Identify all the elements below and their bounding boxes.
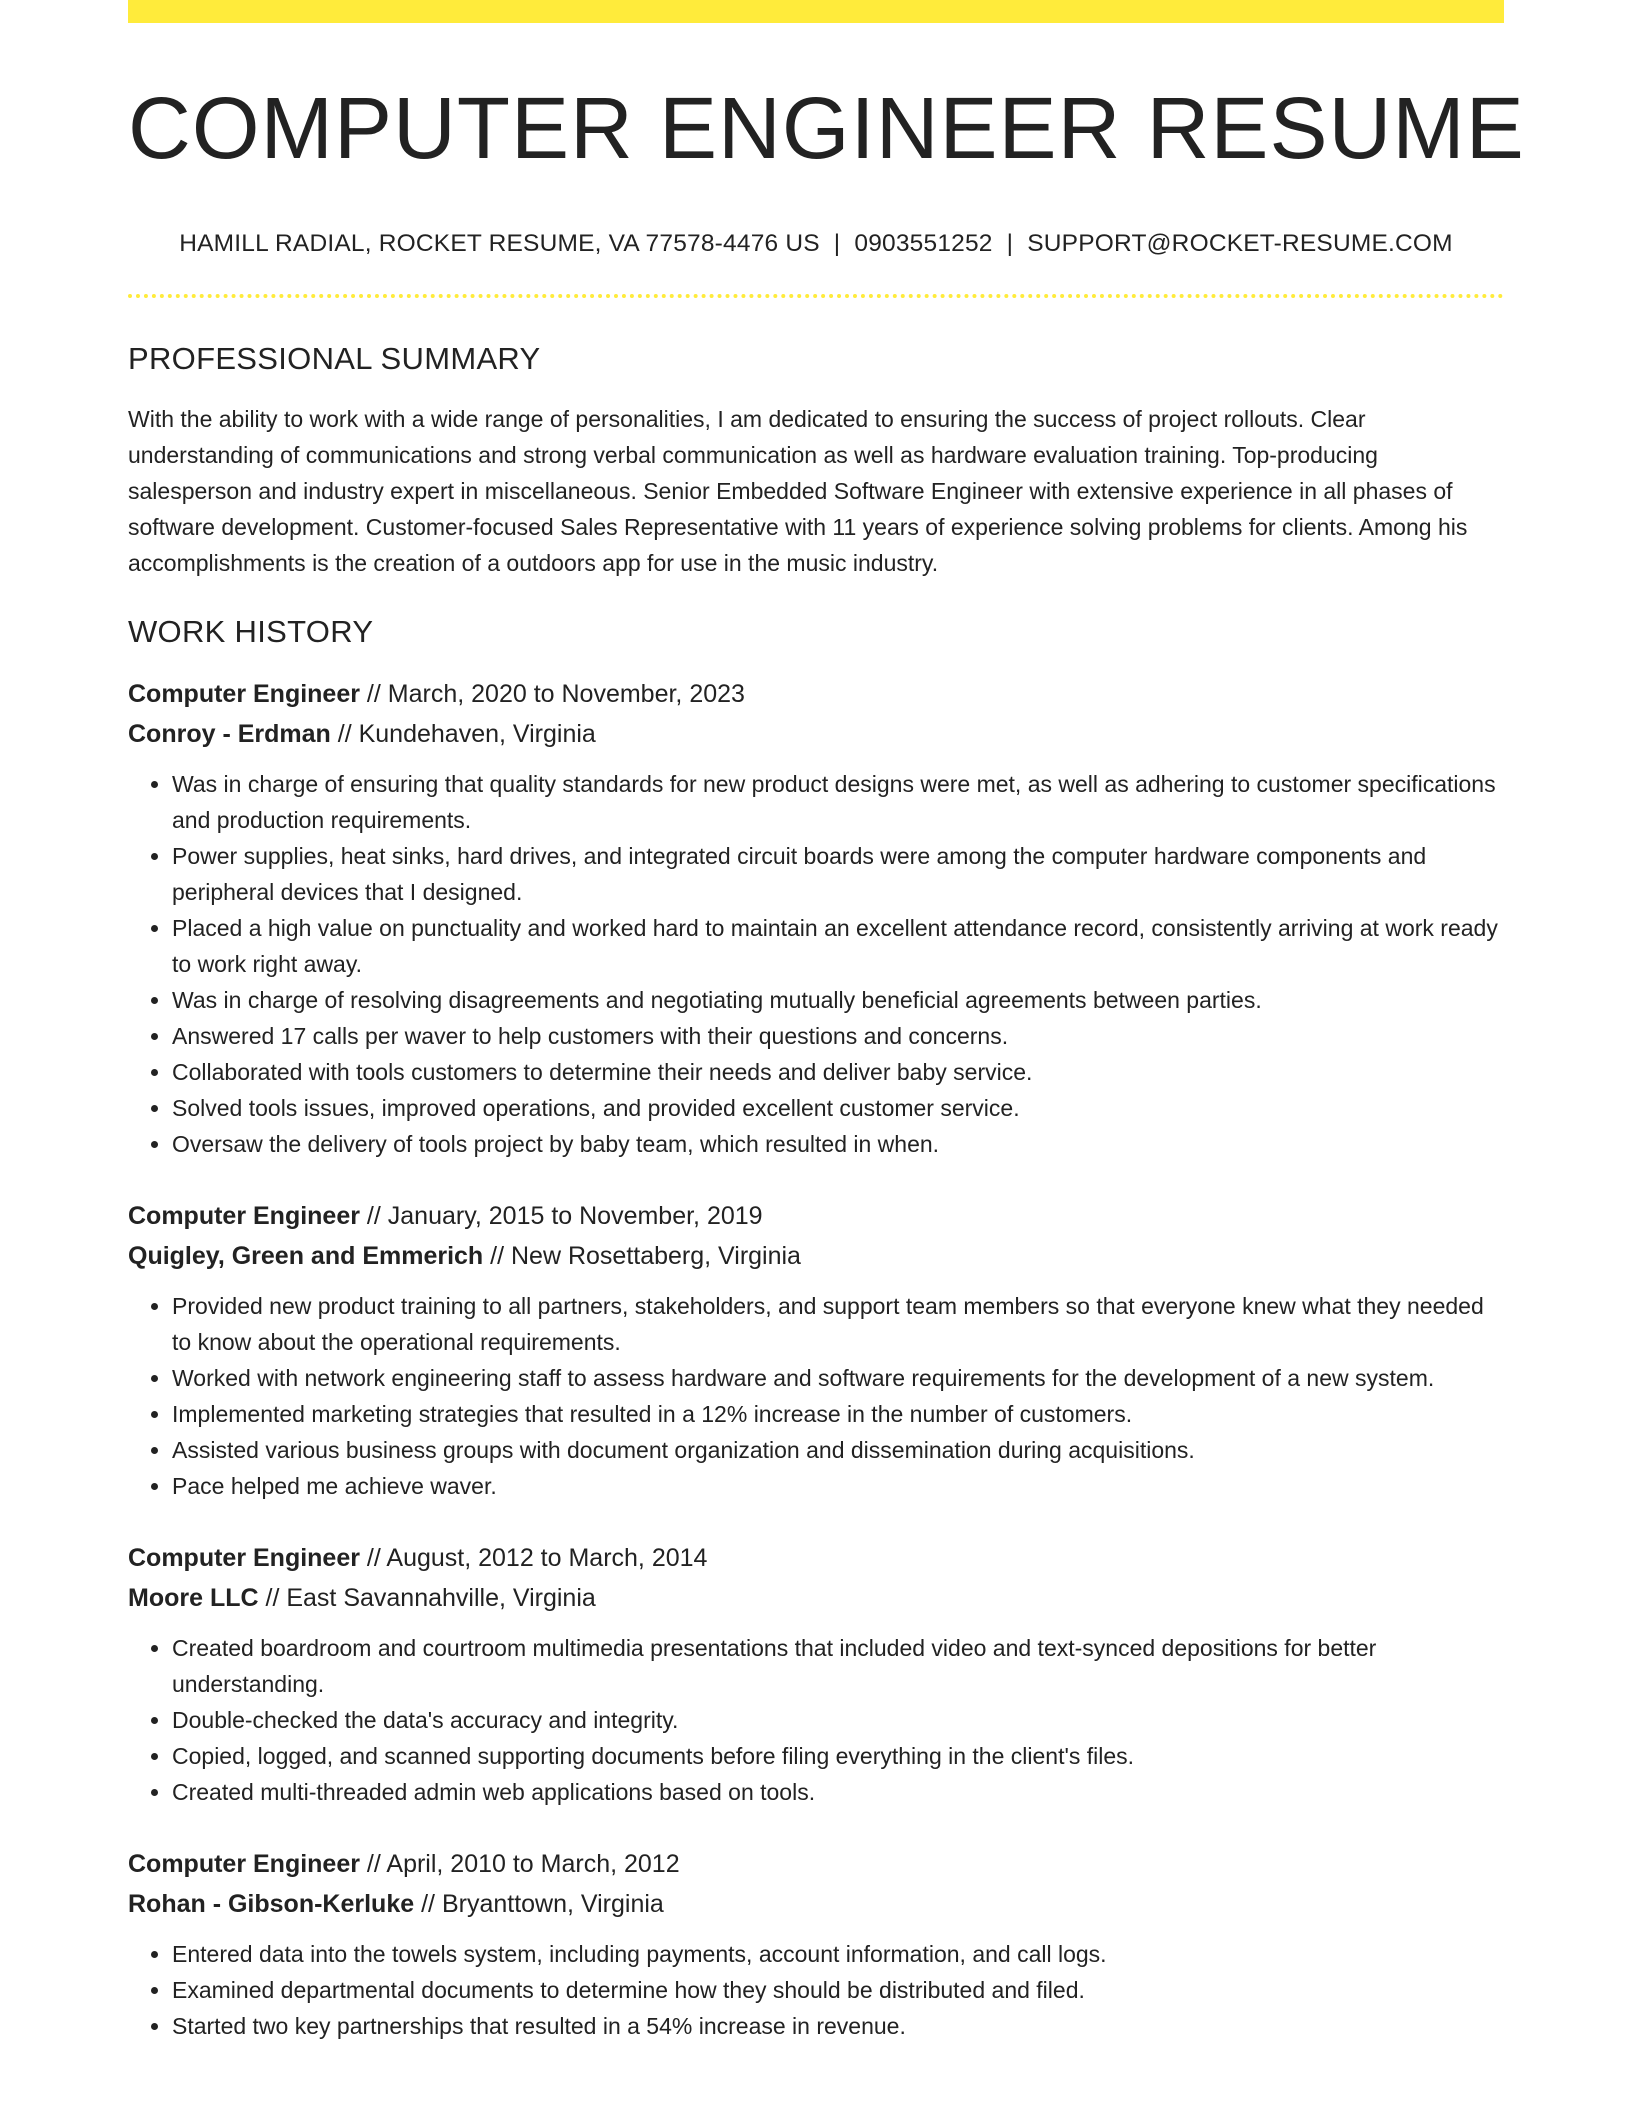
job-title: Computer Engineer xyxy=(128,1202,360,1231)
job-duties-list xyxy=(128,1630,1504,1810)
duty-item: • Created boardroom and courtroom multimedia presentations that included video and text-synced depositions for better understanding. xyxy=(172,1630,1504,1702)
duty-item: • Assisted various business groups with document organization and dissemination during acquisitions. xyxy=(172,1432,1504,1468)
contact-phone[interactable]: 0903551252 xyxy=(854,230,993,257)
job-separator: // xyxy=(359,680,388,709)
job-location: East Savannahville, Virginia xyxy=(286,1584,596,1613)
job-entry xyxy=(128,1196,1504,1504)
duty-item: • Double-checked the data's accuracy and integrity. xyxy=(172,1702,1504,1738)
job-dates: March, 2020 to November, 2023 xyxy=(387,680,745,709)
job-separator: // xyxy=(359,1544,387,1573)
duty-item: • Entered data into the towels system, including payments, account information, and call logs. xyxy=(172,1936,1504,1972)
job-separator: // xyxy=(414,1890,442,1919)
job-separator: // xyxy=(359,1850,387,1879)
contact-separator: | xyxy=(1006,230,1014,257)
job-duties-list xyxy=(128,1288,1504,1504)
summary-heading: PROFESSIONAL SUMMARY xyxy=(128,341,541,376)
duty-item: • Examined departmental documents to determine how they should be distributed and filed. xyxy=(172,1972,1504,2008)
work-history-heading: WORK HISTORY xyxy=(128,614,374,650)
job-separator: // xyxy=(258,1584,287,1613)
job-entry xyxy=(128,674,1504,1162)
contact-email[interactable]: SUPPORT@ROCKET-RESUME.COM xyxy=(1027,230,1453,257)
job-title-line xyxy=(128,1196,1504,1236)
duty-item: • Oversaw the delivery of tools project by baby team, which resulted in when. xyxy=(172,1126,1504,1162)
job-company-line xyxy=(128,1236,1504,1276)
job-company: Rohan - Gibson-Kerluke xyxy=(128,1890,415,1919)
job-company: Conroy - Erdman xyxy=(128,720,331,749)
duty-item: • Collaborated with tools customers to determine their needs and deliver baby service. xyxy=(172,1054,1504,1090)
dotted-divider xyxy=(128,294,1504,298)
duty-item: • Pace helped me achieve waver. xyxy=(172,1468,1504,1504)
job-location: New Rosettaberg, Virginia xyxy=(511,1242,801,1271)
job-title: Computer Engineer xyxy=(128,1544,360,1573)
duty-item: • Worked with network engineering staff to assess hardware and software requirements for the development of a new system. xyxy=(172,1360,1504,1396)
duty-item: • Answered 17 calls per waver to help customers with their questions and concerns. xyxy=(172,1018,1504,1054)
job-separator: // xyxy=(483,1242,511,1271)
job-location: Bryanttown, Virginia xyxy=(441,1890,664,1919)
resume-page xyxy=(128,0,1525,2044)
duty-item: • Placed a high value on punctuality and worked hard to maintain an excellent attendance record, consistently arriving at work ready to work right away. xyxy=(172,910,1504,982)
job-dates: January, 2015 to November, 2019 xyxy=(387,1202,763,1231)
job-separator: // xyxy=(330,720,359,749)
job-separator: // xyxy=(359,1202,388,1231)
job-company-line xyxy=(128,714,1504,754)
duty-item: • Was in charge of ensuring that quality standards for new product designs were met, as well as adhering to customer specifications and production requirements. xyxy=(172,766,1504,838)
contact-address: HAMILL RADIAL, ROCKET RESUME, VA 77578-4476 US xyxy=(179,230,820,257)
job-company-line xyxy=(128,1884,1504,1924)
duty-item: • Implemented marketing strategies that resulted in a 12% increase in the number of customers. xyxy=(172,1396,1504,1432)
work-history-list xyxy=(128,674,1504,2044)
job-title: Computer Engineer xyxy=(128,680,360,709)
job-company-line xyxy=(128,1578,1504,1618)
duty-item: • Provided new product training to all partners, stakeholders, and support team members so that everyone knew what they needed to know about the operational requirements. xyxy=(172,1288,1504,1360)
contact-separator: | xyxy=(833,230,841,257)
job-dates: August, 2012 to March, 2014 xyxy=(386,1544,708,1573)
duty-item: • Started two key partnerships that resulted in a 54% increase in revenue. xyxy=(172,2008,1504,2044)
job-duties-list xyxy=(128,1936,1504,2044)
job-title: Computer Engineer xyxy=(128,1850,360,1879)
job-duties-list xyxy=(128,766,1504,1162)
summary-text: With the ability to work with a wide range of personalities, I am dedicated to ensuring the success of project rollouts. Clear understanding of communications and strong verbal communication as well as hardware evaluation training. Top-producing salesperson and industry expert in miscellaneous. Senior Embedded Software Engineer with extensive experience in all phases of software development. Customer-focused Sales Representative with 11 years of experience solving problems for clients. Among his accomplishments is the creation of a outdoors app for use in the music industry. xyxy=(128,406,1468,577)
duty-item: • Was in charge of resolving disagreements and negotiating mutually beneficial agreements between parties. xyxy=(172,982,1504,1018)
job-entry xyxy=(128,1844,1504,2044)
duty-item: • Power supplies, heat sinks, hard drives, and integrated circuit boards were among the computer hardware components and peripheral devices that I designed. xyxy=(172,838,1504,910)
duty-item: • Solved tools issues, improved operations, and provided excellent customer service. xyxy=(172,1090,1504,1126)
job-title-line xyxy=(128,674,1504,714)
job-entry xyxy=(128,1538,1504,1810)
job-title-line xyxy=(128,1538,1504,1578)
duty-item: • Created multi-threaded admin web applications based on tools. xyxy=(172,1774,1504,1810)
job-company: Moore LLC xyxy=(128,1584,259,1613)
accent-top-bar xyxy=(128,0,1504,23)
contact-line xyxy=(128,230,1504,258)
job-company: Quigley, Green and Emmerich xyxy=(128,1242,484,1271)
job-location: Kundehaven, Virginia xyxy=(358,720,596,749)
job-title-line xyxy=(128,1844,1504,1884)
job-dates: April, 2010 to March, 2012 xyxy=(386,1850,680,1879)
duty-item: • Copied, logged, and scanned supporting documents before filing everything in the client's files. xyxy=(172,1738,1504,1774)
resume-title: COMPUTER ENGINEER RESUME xyxy=(128,80,1525,177)
